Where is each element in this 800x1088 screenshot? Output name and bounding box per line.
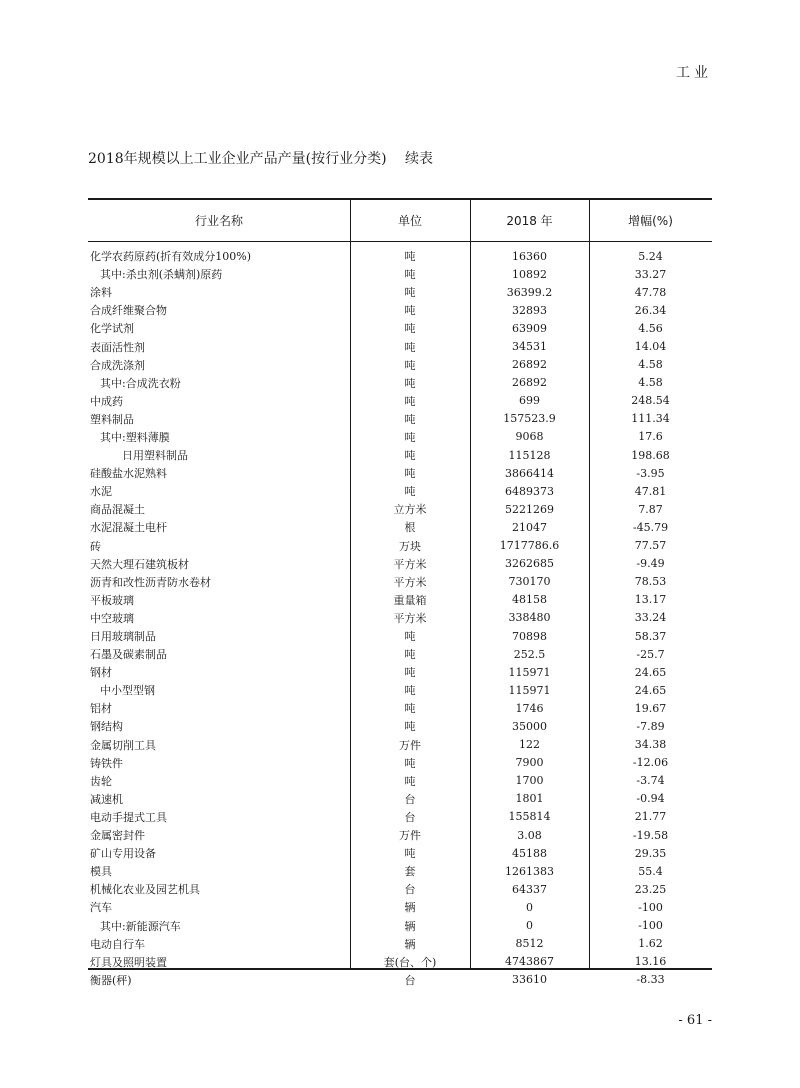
cell-value-2018: 35000 [512,719,547,733]
cell-industry-name: 铸铁件 [90,756,123,770]
cell-industry-name: 日用玻璃制品 [90,630,156,644]
table-row [88,808,712,826]
cell-industry-name: 沥青和改性沥青防水卷材 [90,575,211,589]
cell-value-2018: 122 [519,738,540,752]
cell-unit: 吨 [404,340,416,354]
cell-industry-name: 钢材 [90,666,112,680]
cell-industry-name: 中成药 [90,394,123,408]
cell-unit: 台 [404,973,416,987]
cell-unit: 平方米 [393,575,427,589]
cell-unit: 台 [404,792,416,806]
cell-value-2018: 1700 [515,774,544,788]
cell-unit: 万件 [399,829,421,843]
page-number: - 61 - [678,1013,712,1028]
cell-industry-name: 其中:新能源汽车 [100,919,181,933]
cell-growth: -3.74 [636,774,665,788]
cell-industry-name: 中空玻璃 [90,611,134,625]
table-row [88,537,712,555]
table-row [88,736,712,754]
cell-unit: 平方米 [393,557,427,571]
header-year-2018: 2018 年 [506,214,553,228]
table-row [88,500,712,518]
table-row [88,717,712,735]
cell-growth: -100 [638,900,663,914]
table-row [88,301,712,319]
cell-growth: -3.95 [636,466,665,480]
table-row [88,555,712,573]
cell-industry-name: 合成纤维聚合物 [90,304,167,318]
cell-unit: 吨 [404,412,416,426]
header-industry-name: 行业名称 [194,214,243,228]
table-row [88,518,712,536]
cell-value-2018: 10892 [512,267,547,281]
cell-value-2018: 26892 [512,358,547,372]
table-row [88,319,712,337]
table-row [88,898,712,916]
cell-industry-name: 中小型型钢 [100,684,155,698]
table-row [88,410,712,428]
cell-growth: 34.38 [634,738,667,752]
cell-growth: 19.67 [634,701,667,715]
table-row [88,591,712,609]
cell-value-2018: 5221269 [505,502,554,516]
cell-growth: -12.06 [632,756,669,770]
cell-industry-name: 化学试剂 [90,322,134,336]
cell-value-2018: 21047 [512,520,547,534]
cell-unit: 吨 [404,684,416,698]
cell-value-2018: 36399.2 [506,285,553,299]
cell-growth: 33.27 [634,267,667,281]
cell-value-2018: 45188 [512,846,547,860]
table-row [88,464,712,482]
cell-value-2018: 3866414 [505,466,554,480]
cell-industry-name: 平板玻璃 [90,593,134,607]
cell-industry-name: 日用塑料制品 [122,449,188,463]
cell-growth: 47.78 [634,285,667,299]
table-row [88,681,712,699]
table-row [88,627,712,645]
cell-growth: 4.58 [638,376,663,390]
cell-growth: 58.37 [634,629,667,643]
cell-growth: 198.68 [631,448,670,462]
cell-growth: 26.34 [634,303,667,317]
cell-value-2018: 1717786.6 [499,539,560,553]
cell-unit: 吨 [404,720,416,734]
cell-growth: 47.81 [634,484,667,498]
header-unit: 单位 [397,214,422,228]
cell-growth: 17.6 [638,430,663,444]
cell-growth: 21.77 [634,810,667,824]
cell-unit: 吨 [404,702,416,716]
cell-growth: 24.65 [634,683,667,697]
cell-value-2018: 730170 [508,575,551,589]
cell-growth: 23.25 [634,882,667,896]
cell-industry-name: 表面活性剂 [90,340,145,354]
cell-value-2018: 3.08 [517,828,542,842]
cell-unit: 套 [404,865,416,879]
cell-value-2018: 70898 [512,629,547,643]
cell-unit: 套(台、个) [383,955,437,969]
cell-value-2018: 115128 [508,448,551,462]
header-growth: 增幅(%) [628,214,673,228]
cell-value-2018: 64337 [512,882,547,896]
cell-industry-name: 化学农药原药(折有效成分100%) [90,250,252,264]
cell-unit: 辆 [404,901,416,915]
cell-value-2018: 7900 [515,756,544,770]
table-row [88,283,712,301]
table-row [88,953,712,971]
cell-value-2018: 0 [526,919,533,933]
table-row [88,971,712,989]
cell-value-2018: 0 [526,900,533,914]
cell-unit: 万件 [399,738,421,752]
cell-industry-name: 金属切削工具 [90,738,156,752]
table-row [88,935,712,953]
table-title-continued: 续表 [405,151,434,167]
cell-growth: -7.89 [636,719,665,733]
cell-industry-name: 齿轮 [90,774,112,788]
cell-value-2018: 34531 [512,340,547,354]
cell-unit: 吨 [404,394,416,408]
cell-industry-name: 钢结构 [90,720,123,734]
cell-industry-name: 衡器(秤) [90,973,132,987]
table-row [88,826,712,844]
cell-value-2018: 699 [519,394,540,408]
cell-unit: 吨 [404,358,416,372]
cell-growth: 29.35 [634,846,667,860]
cell-unit: 台 [404,810,416,824]
cell-industry-name: 涂料 [90,286,112,300]
cell-unit: 台 [404,883,416,897]
cell-industry-name: 矿山专用设备 [90,847,156,861]
cell-unit: 吨 [404,268,416,282]
table-row [88,573,712,591]
cell-unit: 吨 [404,286,416,300]
cell-growth: 248.54 [631,394,670,408]
cell-growth: -45.79 [632,520,669,534]
cell-value-2018: 3262685 [505,557,554,571]
section-label: 工业 [676,65,712,81]
cell-unit: 辆 [404,937,416,951]
cell-value-2018: 1801 [515,792,544,806]
cell-unit: 吨 [404,756,416,770]
table-row [88,609,712,627]
table-header [88,200,712,241]
cell-growth: -9.49 [636,557,665,571]
cell-value-2018: 9068 [515,430,544,444]
cell-value-2018: 115971 [508,683,551,697]
cell-unit: 辆 [404,919,416,933]
table-row [88,374,712,392]
cell-industry-name: 水泥混凝土电杆 [90,521,167,535]
table-header-rule [88,241,712,242]
table-title-text: 2018年规模以上工业企业产品产量(按行业分类) [88,151,387,167]
cell-growth: 13.17 [634,593,667,607]
cell-unit: 吨 [404,304,416,318]
cell-unit: 吨 [404,250,416,264]
cell-industry-name: 电动手提式工具 [90,810,167,824]
cell-value-2018: 115971 [508,665,551,679]
table-row [88,392,712,410]
cell-growth: 24.65 [634,665,667,679]
table-row [88,862,712,880]
cell-value-2018: 16360 [512,249,547,263]
cell-industry-name: 硅酸盐水泥熟料 [90,467,167,481]
cell-value-2018: 33610 [512,973,547,987]
cell-unit: 吨 [404,467,416,481]
cell-industry-name: 塑料制品 [90,412,134,426]
cell-growth: 77.57 [634,539,667,553]
cell-growth: 78.53 [634,575,667,589]
cell-unit: 吨 [404,322,416,336]
cell-value-2018: 48158 [512,593,547,607]
table-row [88,754,712,772]
cell-industry-name: 合成洗涤剂 [90,358,145,372]
cell-growth: -100 [638,919,663,933]
cell-growth: -8.33 [636,973,665,987]
cell-industry-name: 石墨及碳素制品 [90,648,167,662]
table-row [88,645,712,663]
cell-growth: 33.24 [634,611,667,625]
cell-value-2018: 4743867 [505,955,554,969]
cell-unit: 吨 [404,648,416,662]
cell-growth: 14.04 [634,340,667,354]
cell-industry-name: 减速机 [90,792,123,806]
cell-value-2018: 6489373 [505,484,554,498]
cell-value-2018: 1261383 [505,864,554,878]
cell-unit: 根 [404,521,416,535]
cell-industry-name: 汽车 [90,901,112,915]
cell-unit: 平方米 [393,611,427,625]
table-row [88,880,712,898]
cell-growth: -25.7 [636,647,665,661]
cell-unit: 立方米 [393,503,427,517]
cell-growth: 7.87 [638,502,663,516]
cell-unit: 吨 [404,376,416,390]
cell-value-2018: 155814 [508,810,551,824]
cell-growth: 55.4 [638,864,663,878]
cell-industry-name: 铝材 [90,702,112,716]
cell-value-2018: 157523.9 [503,412,556,426]
table-row [88,663,712,681]
cell-growth: 13.16 [634,955,667,969]
cell-growth: 1.62 [638,937,663,951]
cell-unit: 吨 [404,774,416,788]
cell-unit: 重量箱 [393,593,427,607]
cell-industry-name: 其中:杀虫剂(杀螨剂)原药 [100,268,223,282]
table-row [88,790,712,808]
cell-value-2018: 1746 [515,701,544,715]
table-row [88,428,712,446]
cell-value-2018: 63909 [512,321,547,335]
cell-industry-name: 砖 [90,539,101,553]
cell-growth: 5.24 [638,249,663,263]
cell-value-2018: 32893 [512,303,547,317]
cell-industry-name: 其中:合成洗衣粉 [100,376,181,390]
cell-unit: 吨 [404,485,416,499]
table-row [88,265,712,283]
cell-unit: 吨 [404,630,416,644]
cell-industry-name: 其中:塑料薄膜 [100,430,170,444]
table-row [88,356,712,374]
cell-industry-name: 灯具及照明装置 [90,955,167,969]
cell-unit: 吨 [404,430,416,444]
cell-growth: 4.56 [638,321,663,335]
cell-value-2018: 252.5 [513,647,546,661]
table-row [88,916,712,934]
cell-value-2018: 8512 [515,937,544,951]
table-row [88,844,712,862]
cell-industry-name: 商品混凝土 [90,503,145,517]
table-body [88,247,712,989]
table-title [88,148,433,168]
cell-growth: 111.34 [631,412,670,426]
table-row [88,247,712,265]
cell-growth: 4.58 [638,358,663,372]
cell-value-2018: 26892 [512,376,547,390]
table-row [88,337,712,355]
cell-industry-name: 电动自行车 [90,937,145,951]
cell-unit: 吨 [404,847,416,861]
table-row [88,482,712,500]
cell-unit: 万块 [399,539,421,553]
cell-industry-name: 机械化农业及园艺机具 [90,883,200,897]
cell-value-2018: 338480 [508,611,551,625]
cell-growth: -19.58 [632,828,669,842]
table-row [88,446,712,464]
table-row [88,772,712,790]
cell-growth: -0.94 [636,792,665,806]
cell-unit: 吨 [404,449,416,463]
cell-unit: 吨 [404,666,416,680]
table-row [88,699,712,717]
cell-industry-name: 金属密封件 [90,829,145,843]
cell-industry-name: 天然大理石建筑板材 [90,557,189,571]
cell-industry-name: 模具 [90,865,112,879]
cell-industry-name: 水泥 [90,485,112,499]
